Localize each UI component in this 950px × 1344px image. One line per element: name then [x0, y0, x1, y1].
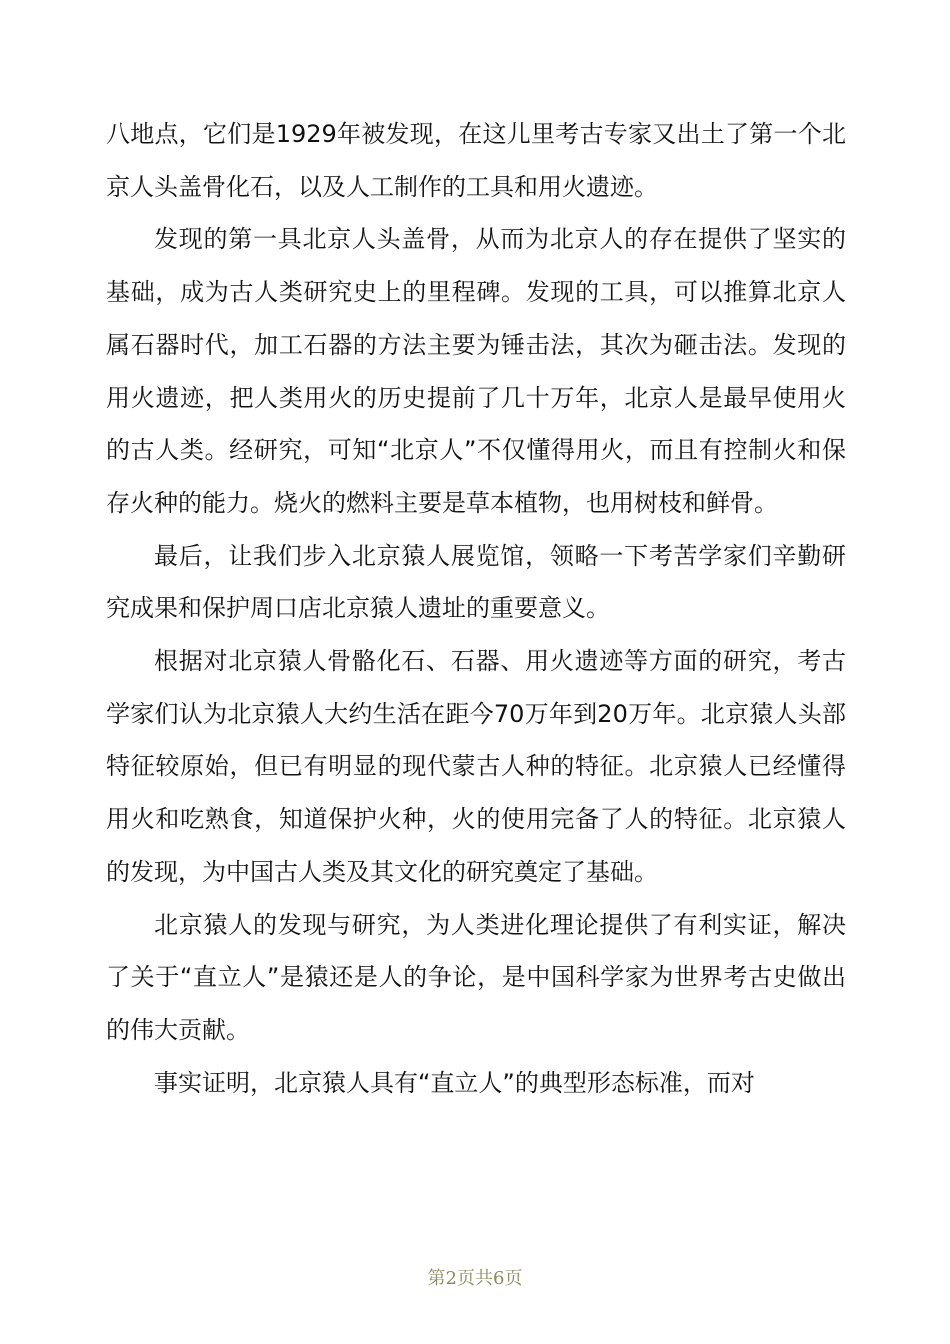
- paragraph-3: 最后，让我们步入北京猿人展览馆，领略一下考苦学家们辛勤研究成果和保护周口店北京猿人遗址的重要意义。: [106, 541, 846, 623]
- page-number-footer: 第2页共6页: [427, 1268, 523, 1289]
- paragraph-1: 八地点，它们是1929年被发现，在这儿里考古专家又出土了第一个北京人头盖骨化石，以及人工制作的工具和用火遗迹。: [106, 120, 846, 201]
- paragraph-4: 根据对北京猿人骨骼化石、石器、用火遗迹等方面的研究，考古学家们认为北京猿人大约生活在距今70万年到20万年。北京猿人头部特征较原始，但已有明显的现代蒙古人种的特征。北京猿人已经懂得用火和吃熟食，知道保护火种，火的使用完备了人的特征。北京猿人的发现，为中国古人类及其文化的研究奠定了基础。: [106, 647, 846, 886]
- paragraph-5: 北京猿人的发现与研究，为人类进化理论提供了有利实证，解决了关于“直立人”是猿还是人的争论，是中国科学家为世界考古史做出的伟大贡献。: [106, 910, 846, 1044]
- paragraph-6: 事实证明，北京猿人具有“直立人”的典型形态标准，而对: [154, 1068, 755, 1097]
- paragraph-2: 发现的第一具北京人头盖骨，从而为北京人的存在提供了坚实的基础，成为古人类研究史上的里程碑。发现的工具，可以推算北京人属石器时代，加工石器的方法主要为锤击法，其次为砸击法。发现的用火遗迹，把人类用火的历史提前了几十万年，北京人是最早使用火的古人类。经研究，可知“北京人”不仅懂得用火，而且有控制火和保存火种的能力。烧火的燃料主要是草本植物，也用树枝和鲜骨。: [106, 225, 846, 517]
- document-body: [106, 108, 846, 1109]
